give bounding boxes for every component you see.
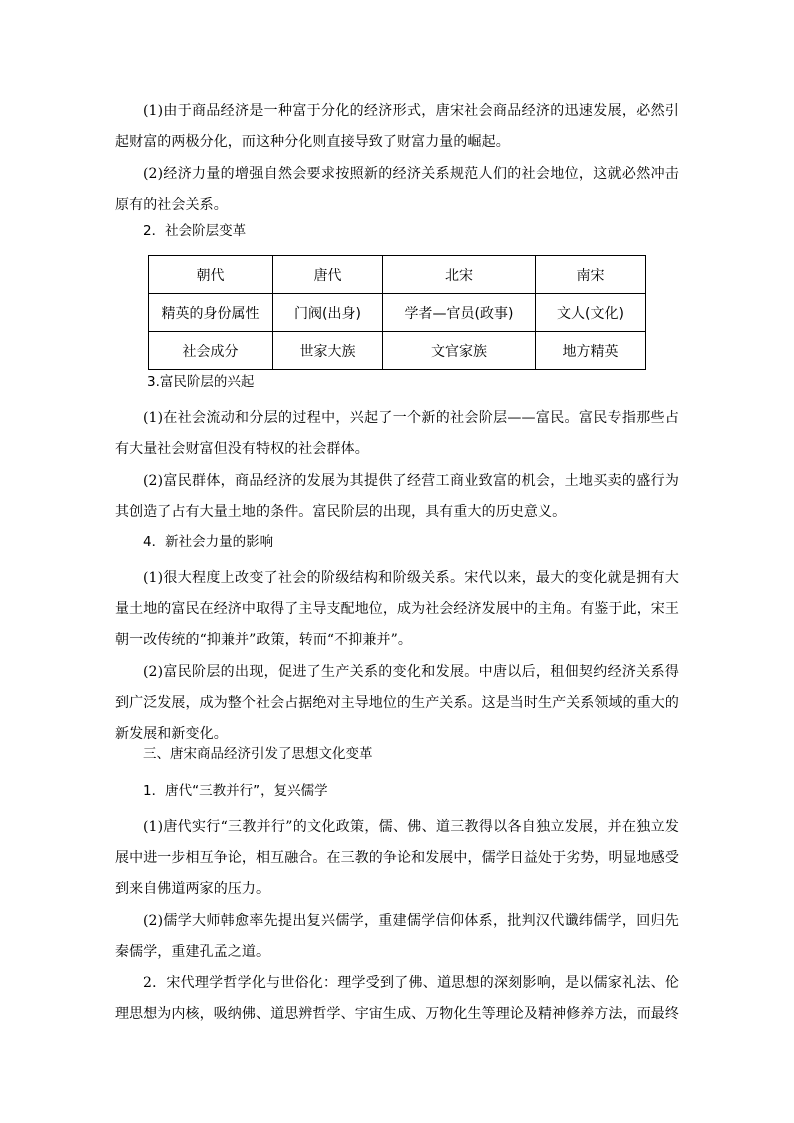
table-cell: 学者—官员(政事) [383, 294, 536, 332]
paragraph-song-neo-confucianism: 2．宋代理学哲学化与世俗化：理学受到了佛、道思想的深刻影响，是以儒家礼法、伦理思想为内核，吸纳佛、道思辨哲学、宇宙生成、万物化生等理论及精神修养方法，而最终 [115, 975, 679, 1022]
table-header-cell: 南宋 [536, 256, 646, 294]
heading-social-stratum-change: 2．社会阶层变革 [143, 223, 247, 239]
paragraph-social-relations: (2)经济力量的增强自然会要求按照新的经济关系规范人们的社会地位，这就必然冲击原有的社会关系。 [115, 166, 679, 213]
table-cell: 社会成分 [149, 332, 273, 370]
table-row [149, 332, 646, 370]
table-row [149, 294, 646, 332]
table-cell: 门阀(出身) [273, 294, 383, 332]
table-header-row [149, 256, 646, 294]
table-header-cell: 唐代 [273, 256, 383, 294]
heading-new-social-force: 4．新社会力量的影响 [143, 534, 274, 550]
paragraph-han-yu: (2)儒学大师韩愈率先提出复兴儒学，重建儒学信仰体系，批判汉代谶纬儒学，回归先秦儒学，重建孔孟之道。 [115, 913, 679, 960]
table-header-cell: 朝代 [149, 256, 273, 294]
table-cell: 地方精英 [536, 332, 646, 370]
paragraph-rich-commoner-group: (2)富民群体，商品经济的发展为其提供了经营工商业致富的机会，土地买卖的盛行为其创造了占有大量土地的条件。富民阶层的出现，具有重大的历史意义。 [115, 473, 679, 520]
table-cell: 文官家族 [383, 332, 536, 370]
table-cell: 世家大族 [273, 332, 383, 370]
table-cell: 文人(文化) [536, 294, 646, 332]
paragraph-three-teachings-policy: (1)唐代实行“三教并行”的文化政策，儒、佛、道三教得以各自独立发展，并在独立发展中进一步相互争论，相互融合。在三教的争论和发展中，儒学日益处于劣势，明显地感受到来自佛道两家的压力。 [115, 819, 679, 897]
social-stratum-table [148, 255, 646, 370]
paragraph-new-stratum: (1)在社会流动和分层的过程中，兴起了一个新的社会阶层——富民。富民专指那些占有大量社会财富但没有特权的社会群体。 [115, 410, 679, 457]
heading-three-teachings: 1．唐代“三教并行”，复兴儒学 [143, 783, 328, 799]
table-cell: 精英的身份属性 [149, 294, 273, 332]
heading-section-three: 三、唐宋商品经济引发了思想文化变革 [143, 746, 373, 762]
heading-rise-of-rich-commoners: 3.富民阶层的兴起 [147, 374, 255, 390]
paragraph-production-relations: (2)富民阶层的出现，促进了生产关系的变化和发展。中唐以后，租佃契约经济关系得到广泛发展，成为整个社会占据绝对主导地位的生产关系。这是当时生产关系领域的重大的新发展和新变化。 [115, 664, 679, 742]
paragraph-class-structure: (1)很大程度上改变了社会的阶级结构和阶级关系。宋代以来，最大的变化就是拥有大量土地的富民在经济中取得了主导支配地位，成为社会经济发展中的主角。有鉴于此，宋王朝一改传统的“抑兼并”政策，转而“不抑兼并”。 [115, 570, 679, 648]
paragraph-wealth-division: (1)由于商品经济是一种富于分化的经济形式，唐宋社会商品经济的迅速发展，必然引起财富的两极分化，而这种分化则直接导致了财富力量的崛起。 [115, 103, 679, 150]
table-header-cell: 北宋 [383, 256, 536, 294]
